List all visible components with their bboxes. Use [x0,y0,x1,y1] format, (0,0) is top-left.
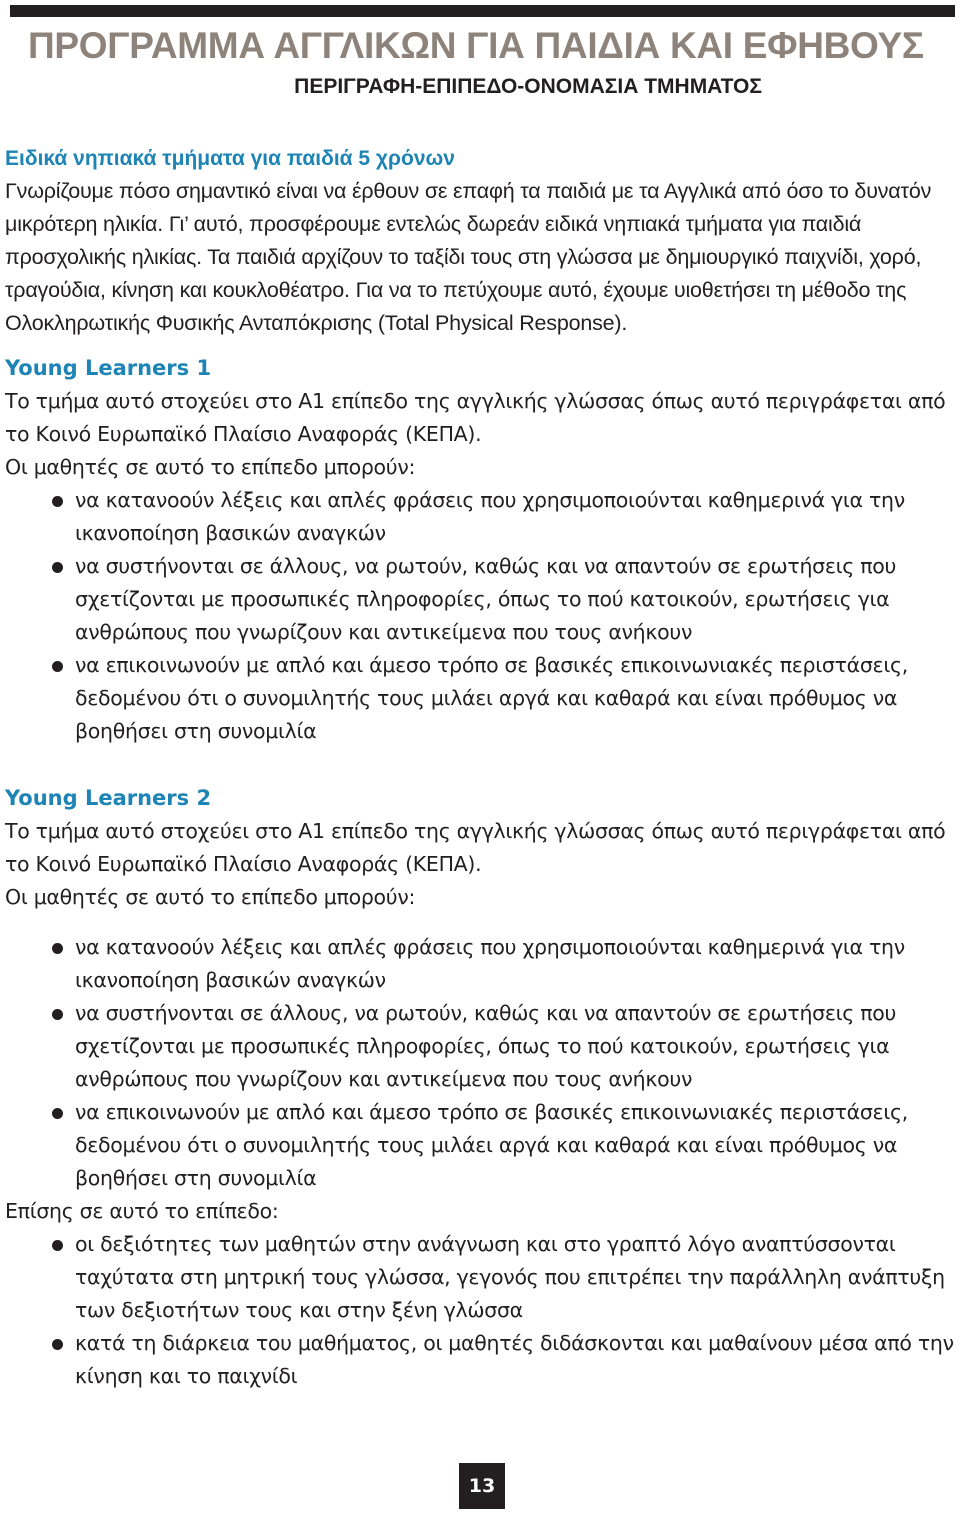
yl2-also-bullet-list [5,1228,955,1393]
intro-paragraph: Γνωρίζουμε πόσο σημαντικό είναι να έρθουν σε επαφή τα παιδιά με τα Αγγλικά από όσο το δυνατόν μικρότερη ηλικία. Γι’ αυτό, προσφέρουμε εντελώς δωρεάν ειδικά νηπιακά τμήματα για παιδιά προσχολικής ηλικίας. Τα παιδιά αρχίζουν το ταξίδι τους στη γλώσσα με δημιουργικό παιχνίδι, χορό, τραγούδια, κίνηση και κουκλοθέατρο. Για να το πετύχουμε αυτό, έχουμε υιοθετήσει τη μέθοδο της Ολοκληρωτικής Φυσικής Ανταπόκρισης (Total Physical Response). [5,179,932,335]
young-learners-2-section [5,782,955,1393]
yl2-also-lead: Επίσης σε αυτό το επίπεδο: [5,1199,279,1223]
yl1-bullet-list [5,484,955,748]
yl1-lead: Οι μαθητές σε αυτό το επίπεδο μπορούν: [5,455,416,479]
bullet-dot-icon [52,943,63,954]
list-item-text: να συστήνονται σε άλλους, να ρωτούν, καθώς και να απαντούν σε ερωτήσεις που σχετίζονται με προσωπικές πληροφορίες, όπως το πού κατοικούν, ερωτήσεις για ανθρώπους που γνωρίζουν και αντικείμενα που τους ανήκουν [75,1001,897,1091]
list-item [75,484,955,550]
list-item [75,1327,955,1393]
bullet-dot-icon [52,661,63,672]
intro-section [5,142,955,340]
bullet-dot-icon [52,1339,63,1350]
page-number: 13 [459,1463,505,1509]
bullet-dot-icon [52,562,63,573]
page-subtitle: ΠΕΡΙΓΡΑΦΗ-ΕΠΙΠΕΔΟ-ΟΝΟΜΑΣΙΑ ΤΜΗΜΑΤΟΣ [294,75,762,98]
list-item [75,931,955,997]
bullet-dot-icon [52,1108,63,1119]
yl2-description: Το τμήμα αυτό στοχεύει στο A1 επίπεδο της αγγλικής γλώσσας όπως αυτό περιγράφεται από το Κοινό Ευρωπαϊκό Πλαίσιο Αναφοράς (ΚΕΠΑ). [5,819,946,876]
list-item-text: κατά τη διάρκεια του μαθήματος, οι μαθητές διδάσκονται και μαθαίνουν μέσα από την κίνηση και το παιχνίδι [75,1331,954,1388]
bullet-dot-icon [52,496,63,507]
list-item-text: να επικοινωνούν με απλό και άμεσο τρόπο σε βασικές επικοινωνιακές περιστάσεις, δεδομένου ότι ο συνομιλητής τους μιλάει αργά και καθαρά και είναι πρόθυμος να βοηθήσει στη συνομιλία [75,653,908,743]
yl1-description: Το τμήμα αυτό στοχεύει στο A1 επίπεδο της αγγλικής γλώσσας όπως αυτό περιγράφεται από το Κοινό Ευρωπαϊκό Πλαίσιο Αναφοράς (ΚΕΠΑ). [5,389,946,446]
intro-heading: Ειδικά νηπιακά τμήματα για παιδιά 5 χρόνων [5,147,455,170]
list-item-text: οι δεξιότητες των μαθητών στην ανάγνωση και στο γραπτό λόγο αναπτύσσονται ταχύτατα στη μητρική τους γλώσσα, γεγονός που επιτρέπει την παράλληλη ανάπτυξη των δεξιοτήτων τους και στην ξένη γλώσσα [75,1232,945,1322]
young-learners-1-section [5,352,955,748]
top-rule [10,5,955,17]
list-item [75,997,955,1096]
bullet-dot-icon [52,1009,63,1020]
list-item-text: να επικοινωνούν με απλό και άμεσο τρόπο σε βασικές επικοινωνιακές περιστάσεις, δεδομένου ότι ο συνομιλητής τους μιλάει αργά και καθαρά και είναι πρόθυμος να βοηθήσει στη συνομιλία [75,1100,908,1190]
yl2-lead: Οι μαθητές σε αυτό το επίπεδο μπορούν: [5,885,416,909]
yl1-heading: Young Learners 1 [5,356,212,380]
page-title: ΠΡΟΓΡΑΜΜΑ ΑΓΓΛΙΚΩΝ ΓΙΑ ΠΑΙΔΙΑ ΚΑΙ ΕΦΗΒΟΥΣ [28,25,924,66]
yl2-bullet-list [5,931,955,1195]
list-item-text: να κατανοούν λέξεις και απλές φράσεις που χρησιμοποιούνται καθημερινά για την ικανοποίηση βασικών αναγκών [75,935,905,992]
yl2-heading: Young Learners 2 [5,786,212,810]
list-item [75,649,955,748]
list-item-text: να συστήνονται σε άλλους, να ρωτούν, καθώς και να απαντούν σε ερωτήσεις που σχετίζονται με προσωπικές πληροφορίες, όπως το πού κατοικούν, ερωτήσεις για ανθρώπους που γνωρίζουν και αντικείμενα που τους ανήκουν [75,554,897,644]
list-item [75,1228,955,1327]
list-item [75,1096,955,1195]
list-item [75,550,955,649]
list-item-text: να κατανοούν λέξεις και απλές φράσεις που χρησιμοποιούνται καθημερινά για την ικανοποίηση βασικών αναγκών [75,488,905,545]
bullet-dot-icon [52,1240,63,1251]
document-body [5,142,955,1393]
